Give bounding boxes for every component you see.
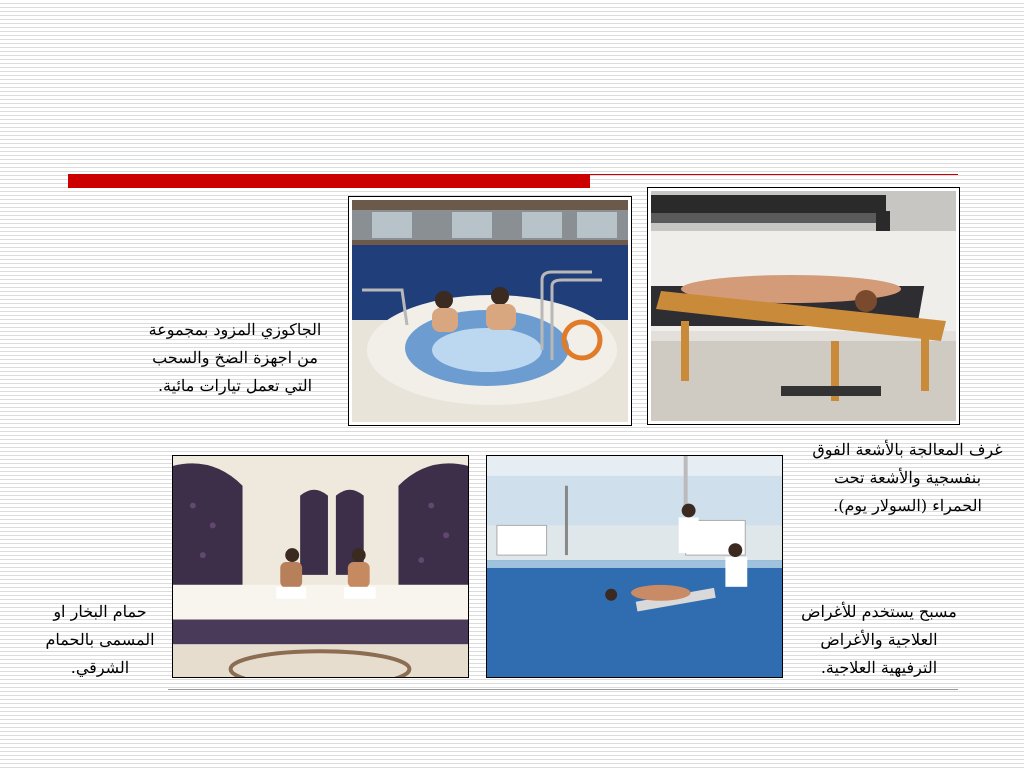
caption-steam-line1: حمام البخار او (53, 602, 147, 621)
jacuzzi-photo (348, 196, 632, 426)
caption-pool-line3: الترفيهية العلاجية. (820, 658, 938, 677)
solarium-photo (647, 187, 960, 425)
footer-divider (168, 689, 958, 690)
accent-line (68, 174, 958, 175)
caption-steam-room (30, 598, 170, 682)
caption-solarium-line2: بنفسجية والأشعة تحت (833, 468, 982, 487)
caption-jacuzzi-line1: الجاكوزي المزود بمجموعة (148, 320, 322, 339)
caption-pool-line1: مسبح يستخدم للأغراض (801, 602, 957, 621)
caption-jacuzzi (140, 316, 330, 400)
caption-solarium (800, 436, 1015, 520)
caption-solarium-line1: غرف المعالجة بالأشعة الفوق (812, 440, 1003, 459)
therapy-pool-photo (486, 455, 783, 678)
steam-room-photo (172, 455, 469, 678)
caption-steam-line3: الشرقي. (70, 658, 130, 677)
caption-pool-line2: العلاجية والأغراض (820, 630, 938, 649)
caption-jacuzzi-line3: التي تعمل تيارات مائية. (157, 376, 313, 395)
caption-solarium-line3: الحمراء (السولار يوم). (833, 496, 982, 515)
title-accent-bar (68, 174, 958, 188)
caption-therapy-pool (790, 598, 968, 682)
accent-bar-red (68, 174, 590, 188)
caption-steam-line2: المسمى بالحمام (45, 630, 155, 649)
caption-jacuzzi-line2: من اجهزة الضخ والسحب (152, 348, 318, 367)
